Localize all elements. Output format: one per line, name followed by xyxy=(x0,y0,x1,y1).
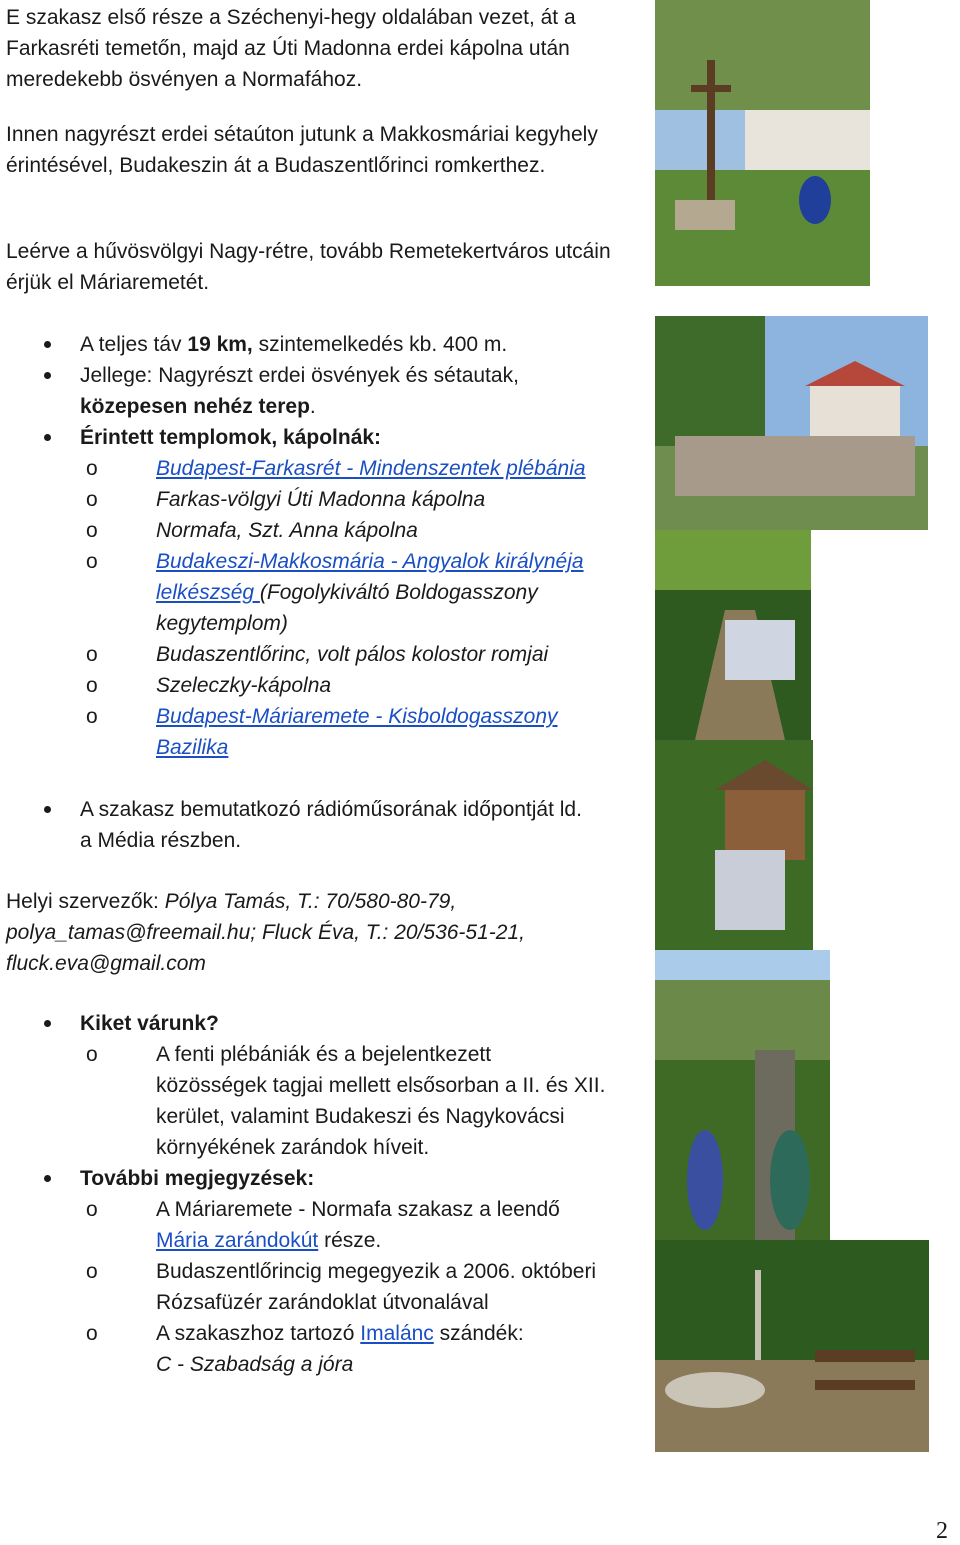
maria-zarandokut-link[interactable]: Mária zarándokút xyxy=(156,1229,319,1252)
sub-bullet-icon: o xyxy=(86,1198,98,1221)
note-1-rest: része. xyxy=(318,1229,382,1252)
sub-bullet-icon: o xyxy=(86,643,98,666)
who-line-2: közösségek tagjai mellett elsősorban a II. és XII. xyxy=(156,1074,606,1097)
churches-heading: Érintett templomok, kápolnák: xyxy=(80,426,382,449)
note-2-line-2: Rózsafüzér zarándoklat útvonalával xyxy=(156,1291,489,1314)
note-3-intention: C - Szabadság a jóra xyxy=(156,1353,354,1376)
sub-bullet-icon: o xyxy=(86,1260,98,1283)
sub-bullet-icon: o xyxy=(86,550,98,573)
bullet-icon xyxy=(44,372,51,379)
bullet-icon xyxy=(44,1175,51,1182)
who-line-3: kerület, valamint Budakeszi és Nagykovácsi xyxy=(156,1105,565,1128)
church-link-mariaremete-line2[interactable]: Bazilika xyxy=(156,736,229,759)
radio-line-2: a Média részben. xyxy=(80,829,242,852)
note-1-line-1: A Máriaremete - Normafa szakasz a leendő xyxy=(156,1198,560,1221)
sub-bullet-icon: o xyxy=(86,457,98,480)
church-name: Szeleczky-kápolna xyxy=(156,674,332,697)
note-2-line-1: Budaszentlőrincig megegyezik a 2006. októberi xyxy=(156,1260,597,1283)
photo-chapel-in-woods xyxy=(655,740,813,950)
bullet-icon xyxy=(44,806,51,813)
church-name: Normafa, Szt. Anna kápolna xyxy=(156,519,418,542)
distance-suffix: szintemelkedés kb. 400 m. xyxy=(252,333,508,356)
distance-prefix: A teljes táv xyxy=(80,333,188,356)
bullet-icon xyxy=(44,434,51,441)
sub-bullet-icon: o xyxy=(86,488,98,511)
bullet-icon xyxy=(44,341,51,348)
intro-paragraph-3: Leérve a hűvösvölgyi Nagy-rétre, tovább Remetekertváros utcáin érjük el Máriaremetét. xyxy=(6,240,611,294)
photo-pilgrim-group-house xyxy=(655,316,928,530)
photo-wayside-cross xyxy=(655,0,870,286)
church-link-farkasret[interactable]: Budapest-Farkasrét - Mindenszentek plébánia xyxy=(156,457,586,480)
photo-forest-bench xyxy=(655,1240,929,1452)
organizers xyxy=(6,886,646,979)
bullet-icon xyxy=(44,1020,51,1027)
note-3-prefix: A szakaszhoz tartozó xyxy=(156,1322,361,1345)
photo-walkers-at-tree xyxy=(655,950,830,1240)
intro-paragraph-1: E szakasz első része a Széchenyi-hegy oldalában vezet, át a Farkasréti temetőn, majd az Úti Madonna erdei kápolna után meredekebb ösvényen a Normafához. xyxy=(6,6,576,91)
photo-forest-path xyxy=(655,530,811,740)
organizers-label: Helyi szervezők: xyxy=(6,890,165,913)
who-line-1: A fenti plébániák és a bejelentkezett xyxy=(156,1043,492,1066)
organizers-contact-2: polya_tamas@freemail.hu; Fluck Éva, T.: 20/536-51-21, xyxy=(6,921,525,944)
character-line-2: közepesen nehéz terep xyxy=(80,395,310,418)
character-dot: . xyxy=(309,395,316,418)
church-name: Farkas-völgyi Úti Madonna kápolna xyxy=(156,488,486,511)
church-link-makkosmaria-line1[interactable]: Budakeszi-Makkosmária - Angyalok királynéja xyxy=(156,550,584,573)
sub-bullet-icon: o xyxy=(86,1043,98,1066)
sub-bullet-icon: o xyxy=(86,705,98,728)
sub-bullet-icon: o xyxy=(86,674,98,697)
page-number: 2 xyxy=(936,1518,948,1544)
intro-paragraph-2: Innen nagyrészt erdei sétaúton jutunk a Makkosmáriai kegyhely érintésével, Budakeszin át a Budaszentlőrinci romkerthez. xyxy=(6,123,598,177)
who-line-4: környékének zarándok híveit. xyxy=(156,1136,430,1159)
note-3-suffix: szándék: xyxy=(433,1322,524,1345)
organizers-contact-1: Pólya Tamás, T.: 70/580-80-79, xyxy=(164,890,457,913)
sub-bullet-icon: o xyxy=(86,519,98,542)
church-link-makkosmaria-line2[interactable]: lelkészség xyxy=(156,581,260,604)
church-link-mariaremete-line1[interactable]: Budapest-Máriaremete - Kisboldogasszony xyxy=(156,705,558,728)
church-name: (Fogolykiváltó Boldogasszony xyxy=(259,581,538,604)
character-line-1: Jellege: Nagyrészt erdei ösvények és sétautak, xyxy=(80,364,519,387)
imalanc-link[interactable]: Imalánc xyxy=(360,1322,434,1345)
church-name: Budaszentlőrinc, volt pálos kolostor romjai xyxy=(156,643,549,666)
radio-line-1: A szakasz bemutatkozó rádióműsorának időpontját ld. xyxy=(80,798,582,821)
church-name: kegytemplom) xyxy=(156,612,288,635)
who-heading: Kiket várunk? xyxy=(80,1012,219,1035)
notes-heading: További megjegyzések: xyxy=(80,1167,315,1190)
organizers-contact-3: fluck.eva@gmail.com xyxy=(6,952,206,975)
distance-value: 19 km, xyxy=(187,333,253,356)
sub-bullet-icon: o xyxy=(86,1322,98,1345)
